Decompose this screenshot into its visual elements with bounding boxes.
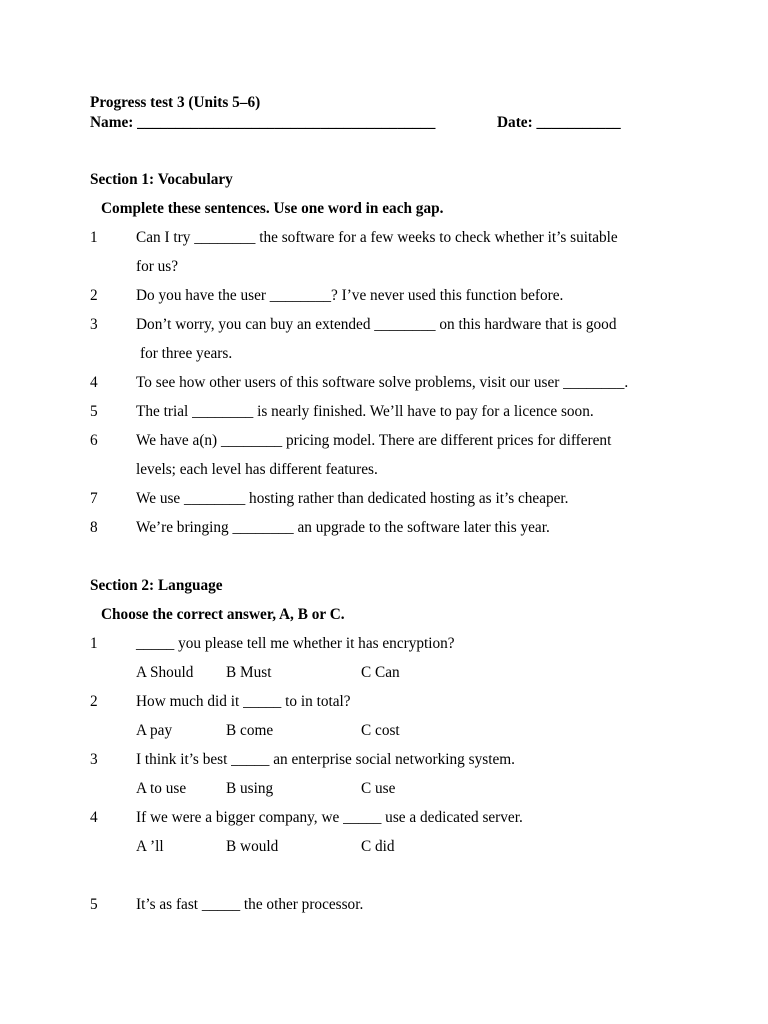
vocab-question-1-cont: for us? [136, 258, 179, 275]
item-number: 4 [90, 374, 98, 391]
date-field-line: Date: ___________ [497, 114, 621, 131]
name-field-line: Name: _______________________________________ [90, 114, 436, 131]
language-question-4: If we were a bigger company, we _____ use a dedicated server. [136, 809, 523, 826]
vocab-question-7: We use ________ hosting rather than dedicated hosting as it’s cheaper. [136, 490, 569, 507]
vocab-question-4: To see how other users of this software solve problems, visit our user ________. [136, 374, 629, 391]
option-b: B would [226, 838, 279, 855]
item-number: 1 [90, 635, 98, 652]
vocab-question-3-cont: for three years. [140, 345, 233, 362]
option-a: A ’ll [136, 838, 164, 855]
vocab-question-1: Can I try ________ the software for a few weeks to check whether it’s suitable [136, 229, 618, 246]
option-b: B come [226, 722, 274, 739]
vocab-question-5: The trial ________ is nearly finished. We’ll have to pay for a licence soon. [136, 403, 594, 420]
option-a: A to use [136, 780, 187, 797]
option-b: B using [226, 780, 274, 797]
option-b: B Must [226, 664, 272, 681]
item-number: 4 [90, 809, 98, 826]
item-number: 8 [90, 519, 98, 536]
item-number: 5 [90, 896, 98, 913]
item-number: 3 [90, 316, 98, 333]
item-number: 7 [90, 490, 98, 507]
option-c: C cost [361, 722, 400, 739]
language-question-3: I think it’s best _____ an enterprise social networking system. [136, 751, 515, 768]
option-c: C use [361, 780, 396, 797]
page-title: Progress test 3 (Units 5–6) [90, 94, 261, 111]
language-question-2: How much did it _____ to in total? [136, 693, 351, 710]
language-question-1: _____ you please tell me whether it has encryption? [136, 635, 455, 652]
item-number: 2 [90, 693, 98, 710]
section-1-instruction: Complete these sentences. Use one word in each gap. [101, 200, 444, 217]
item-number: 6 [90, 432, 98, 449]
option-a: A pay [136, 722, 173, 739]
vocab-question-3: Don’t worry, you can buy an extended ________ on this hardware that is good [136, 316, 617, 333]
option-c: C did [361, 838, 395, 855]
option-a: A Should [136, 664, 194, 681]
vocab-question-6-cont: levels; each level has different features. [136, 461, 378, 478]
item-number: 2 [90, 287, 98, 304]
option-c: C Can [361, 664, 400, 681]
section-1-heading: Section 1: Vocabulary [90, 171, 233, 188]
vocab-question-8: We’re bringing ________ an upgrade to the software later this year. [136, 519, 550, 536]
language-question-5: It’s as fast _____ the other processor. [136, 896, 364, 913]
item-number: 3 [90, 751, 98, 768]
item-number: 1 [90, 229, 98, 246]
section-2-instruction: Choose the correct answer, A, B or C. [101, 606, 345, 623]
vocab-question-2: Do you have the user ________? I’ve never used this function before. [136, 287, 564, 304]
section-2-heading: Section 2: Language [90, 577, 223, 594]
item-number: 5 [90, 403, 98, 420]
vocab-question-6: We have a(n) ________ pricing model. There are different prices for different [136, 432, 612, 449]
